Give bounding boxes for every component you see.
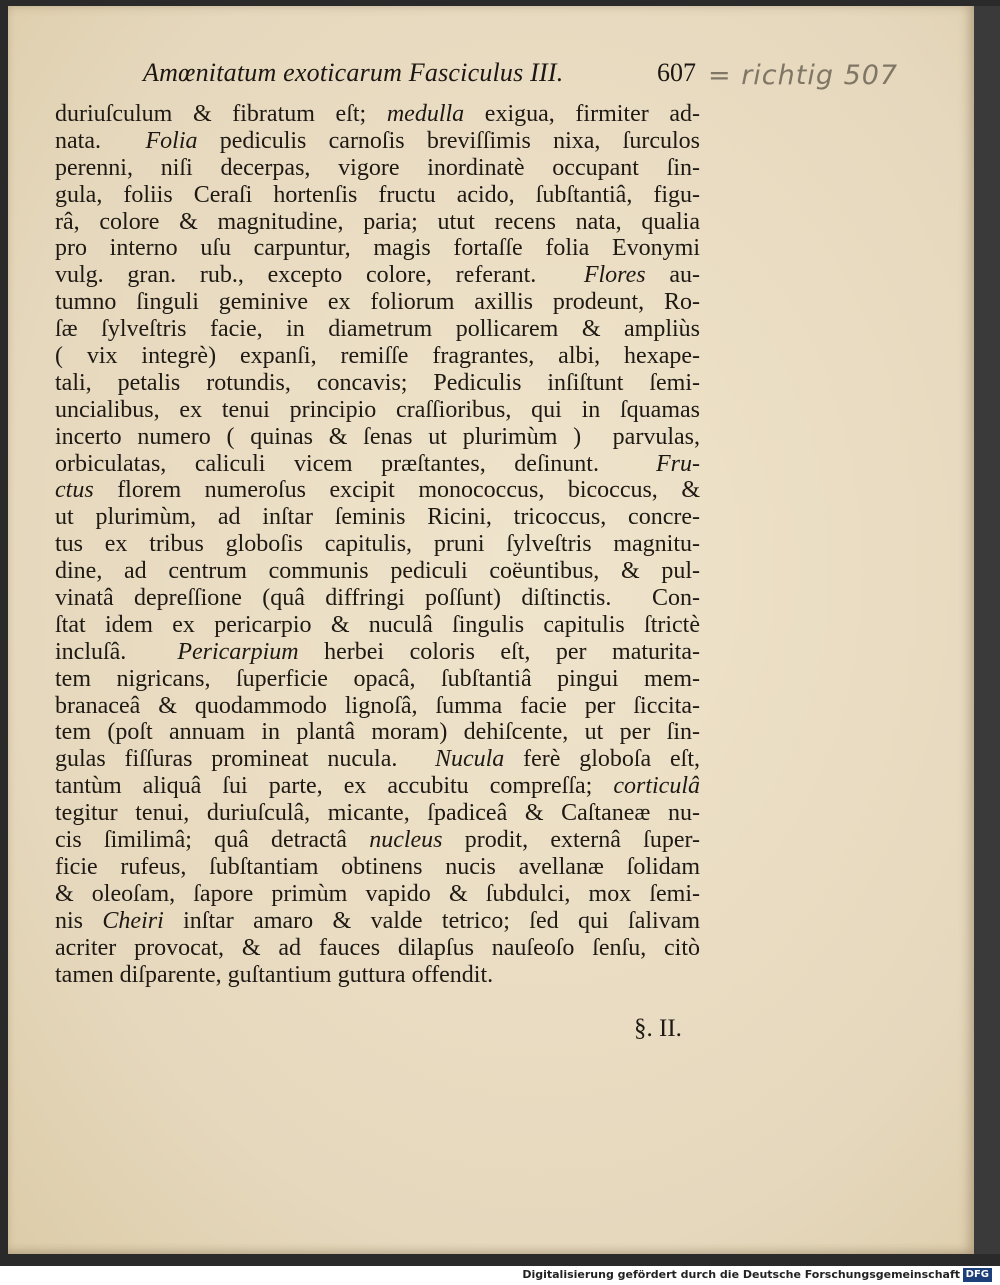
text-line <box>55 854 700 881</box>
text-line <box>55 289 700 316</box>
text-segment: dine, ad centrum communis pediculi coëuntibus, & pul- <box>55 558 700 585</box>
text-line <box>55 719 700 746</box>
italic-term: Fru- <box>656 450 700 477</box>
text-line <box>55 881 700 908</box>
text-line <box>55 773 700 800</box>
text-segment: tegitur tenui, duriuſculâ, micante, ſpadiceâ & Caſtaneæ nu- <box>55 800 700 827</box>
text-segment: tantùm aliquâ ſui parte, ex accubitu compreſſa; <box>55 773 614 800</box>
text-segment: branaceâ & quodammodo lignoſâ, ſumma facie per ſiccita- <box>55 692 700 719</box>
italic-term: medulla <box>386 101 465 127</box>
text-line <box>55 693 700 720</box>
running-head: Amœnitatum exoticarum Fasciculus III. <box>143 58 564 87</box>
text-line <box>55 612 700 639</box>
text-segment: duriuſculum & fibratum eſt; <box>55 101 387 127</box>
text-line <box>55 827 700 854</box>
italic-term: Pericarpium <box>177 638 299 665</box>
italic-term: Cheiri <box>102 907 164 934</box>
text-segment: pediculis carnoſis breviſſimis nixa, ſurculos <box>197 127 700 154</box>
text-line <box>55 504 700 531</box>
scan-background-edge <box>974 6 1000 1254</box>
text-segment: & oleoſam, ſapore primùm vapido & ſubdulci, mox ſemi- <box>55 880 700 907</box>
text-segment: cis ſimilimâ; quâ detractâ <box>55 827 370 854</box>
text-segment: ferè globoſa eſt, <box>504 746 700 773</box>
text-segment: florem numeroſus excipit monococcus, bicoccus, & <box>93 477 700 504</box>
text-line <box>55 558 700 585</box>
text-segment: vinatâ depreſſione (quâ diffringi poſſunt) diſtinctis. Con- <box>55 585 700 612</box>
text-line <box>55 155 700 182</box>
text-line <box>55 935 700 962</box>
italic-term: Flores <box>583 262 646 289</box>
italic-term: nucleus <box>369 827 443 854</box>
text-segment: gulas fiſſuras promineat nucula. <box>55 746 435 773</box>
text-segment: nis <box>55 907 103 934</box>
footer-credit: Digitalisierung gefördert durch die Deutsche Forschungsgemeinschaft <box>522 1268 960 1281</box>
text-line <box>55 962 700 989</box>
pencil-annotation: = richtig 507 <box>708 60 899 91</box>
text-segment: vulg. gran. rub., excepto colore, referant. <box>55 262 584 289</box>
text-segment: incluſâ. <box>55 638 178 665</box>
text-line <box>55 746 700 773</box>
text-segment: tus ex tribus globoſis capitulis, pruni ſylveſtris magnitu- <box>55 531 700 558</box>
text-line <box>55 477 700 504</box>
italic-term: Nucula <box>434 746 505 773</box>
text-segment: inſtar amaro & valde tetrico; ſed qui ſalivam <box>163 907 701 934</box>
catchword: §. II. <box>634 1015 682 1042</box>
text-segment: tali, petalis rotundis, concavis; Pediculis inſiſtunt ſemi- <box>55 369 700 396</box>
text-segment: râ, colore & magnitudine, paria; utut recens nata, qualia <box>55 208 700 235</box>
text-segment: tem nigricans, ſuperficie opacâ, ſubſtantiâ pingui mem- <box>55 665 700 692</box>
text-line <box>55 451 700 478</box>
text-line <box>55 908 700 935</box>
text-segment: tamen diſparente, guſtantium guttura offendit. <box>55 961 494 988</box>
text-segment: acriter provocat, & ad fauces dilapſus nauſeoſo ſenſu, citò <box>55 934 700 961</box>
text-segment: ſæ ſylveſtris facie, in diametrum pollicarem & ampliùs <box>55 316 700 343</box>
text-segment: incerto numero ( quinas & ſenas ut plurimùm ) parvulas, <box>55 423 700 450</box>
text-segment: tumno ſinguli geminive ex foliorum axillis prodeunt, Ro- <box>55 289 700 316</box>
text-line <box>55 343 700 370</box>
text-segment: perenni, niſi decerpas, vigore inordinatè occupant ſin- <box>55 154 700 181</box>
italic-term: corticulâ <box>613 773 700 800</box>
text-segment: herbei coloris eſt, per maturita- <box>298 638 700 665</box>
text-line <box>55 639 700 666</box>
text-segment: gula, foliis Ceraſi hortenſis fructu acido, ſubſtantiâ, figu- <box>55 181 700 208</box>
dfg-logo: DFG <box>963 1268 992 1282</box>
text-segment: uncialibus, ex tenui principio craſſioribus, qui in ſquamas <box>55 396 700 423</box>
text-segment: exigua, firmiter ad- <box>464 101 701 127</box>
text-line <box>55 101 700 128</box>
text-segment: nata. <box>55 127 146 154</box>
text-segment: ficie rufeus, ſubſtantiam obtinens nucis avellanæ ſolidam <box>55 853 700 880</box>
body-text <box>55 101 700 988</box>
text-line <box>55 531 700 558</box>
text-line <box>55 235 700 262</box>
text-segment: ut plurimùm, ad inſtar ſeminis Ricini, tricoccus, concre- <box>55 504 700 531</box>
text-segment: ( vix integrè) expanſi, remiſſe fragrantes, albi, hexape- <box>55 343 700 370</box>
text-segment: orbiculatas, caliculi vicem præſtantes, deſinunt. <box>55 450 656 477</box>
text-line <box>55 370 700 397</box>
text-line <box>55 209 700 236</box>
italic-term: Folia <box>145 127 198 154</box>
italic-term: ctus <box>55 477 94 504</box>
text-line <box>55 262 700 289</box>
text-line <box>55 666 700 693</box>
text-line <box>55 128 700 155</box>
text-line <box>55 585 700 612</box>
text-line <box>55 397 700 424</box>
text-line <box>55 182 700 209</box>
text-line <box>55 800 700 827</box>
text-line <box>55 316 700 343</box>
text-segment: prodit, externâ ſuper- <box>442 827 700 854</box>
text-line <box>55 424 700 451</box>
text-segment: ſtat idem ex pericarpio & nuculâ ſingulis capitulis ſtrictè <box>55 611 700 638</box>
text-segment: tem (poſt annuam in plantâ moram) dehiſcente, ut per ſin- <box>55 719 700 746</box>
text-segment: au- <box>645 262 700 289</box>
page-number: 607 <box>657 58 696 87</box>
text-segment: pro interno uſu carpuntur, magis fortaſſe folia Evonymi <box>55 235 700 262</box>
